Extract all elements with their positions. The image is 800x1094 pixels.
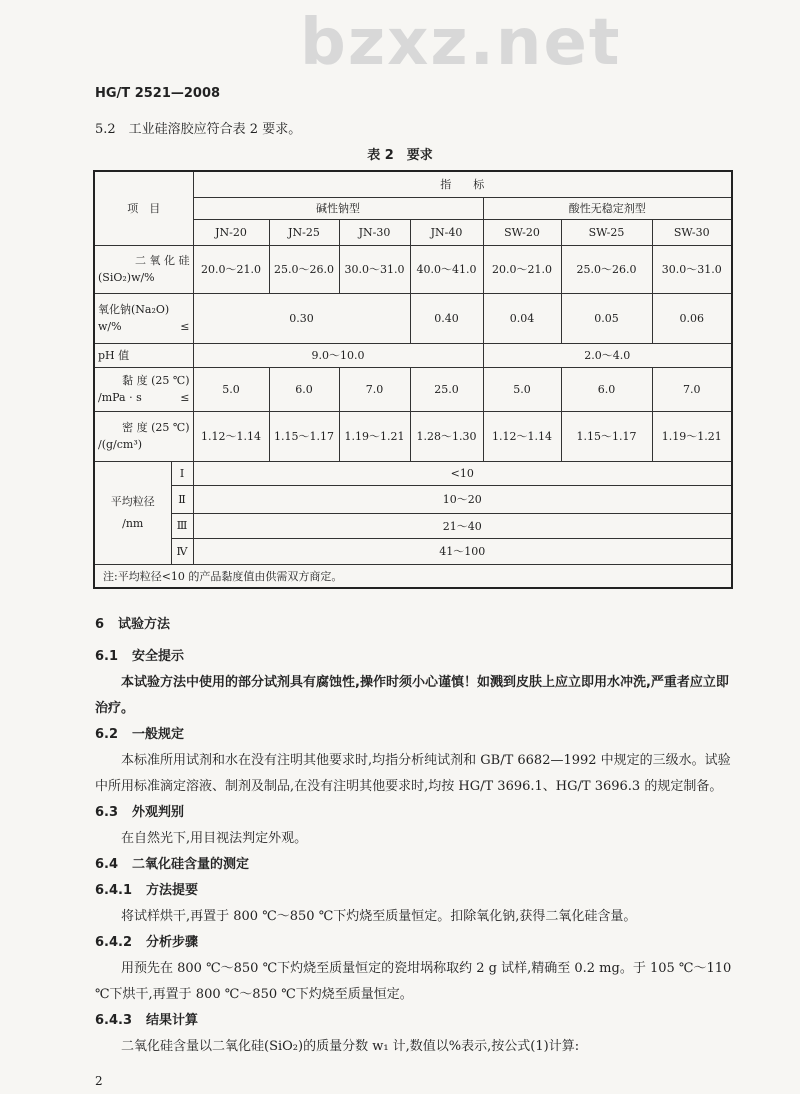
model-header: JN-30 bbox=[339, 219, 410, 245]
cell: 20.0～21.0 bbox=[193, 245, 269, 293]
table-row-density bbox=[94, 411, 732, 461]
cell: 9.0～10.0 bbox=[193, 343, 483, 367]
standard-code: HG/T 2521—2008 bbox=[95, 86, 221, 101]
group-acidic: 酸性无稳定剂型 bbox=[483, 197, 732, 219]
table-row-particle bbox=[94, 513, 732, 538]
label-line: 密 度 (25 ℃) bbox=[122, 421, 190, 434]
section-6-4-2-text: 用预先在 800 ℃～850 ℃下灼烧至质量恒定的瓷坩埚称取约 2 g 试样,精确至 0.2 mg。于 105 ℃～110 ℃下烘干,再置于 800 ℃～850 ℃下灼烧至质量恒定。 bbox=[95, 961, 732, 1002]
section-6-3-text: 在自然光下,用目视法判定外观。 bbox=[121, 831, 308, 846]
section-number: 6 bbox=[95, 617, 105, 632]
clause-5-2: 5.2 工业硅溶胶应符合表 2 要求。 bbox=[95, 122, 302, 137]
section-6-1-text: 本试验方法中使用的部分试剂具有腐蚀性,操作时须小心谨慎！如溅到皮肤上应立即用水冲洗,严重者应立即治疗。 bbox=[95, 675, 729, 716]
cell: 1.12～1.14 bbox=[193, 411, 269, 461]
section-6-4-1-heading bbox=[95, 878, 735, 904]
section-6-2-text: 本标准所用试剂和水在没有注明其他要求时,均指分析纯试剂和 GB/T 6682—1992 中规定的三级水。试验中所用标准滴定溶液、制剂及制品,在没有注明其他要求时,均按 HG/T 3696.1、HG/T 3696.3 的规定制备。 bbox=[95, 753, 731, 794]
model-header: SW-25 bbox=[561, 219, 652, 245]
le-symbol: ≤ bbox=[180, 391, 190, 404]
section-title: 外观判别 bbox=[132, 805, 185, 820]
grade: Ⅱ bbox=[171, 485, 193, 513]
cell: 7.0 bbox=[339, 367, 410, 411]
row-label bbox=[94, 245, 193, 293]
section-6-4-3-text: 二氧化硅含量以二氧化硅(SiO₂)的质量分数 w₁ 计,数值以%表示,按公式(1)计算: bbox=[121, 1039, 580, 1054]
section-number: 6.4.1 bbox=[95, 883, 133, 898]
model-header: SW-20 bbox=[483, 219, 561, 245]
section-number: 6.4 bbox=[95, 857, 119, 872]
label-line: (SiO₂)w/% bbox=[98, 271, 155, 284]
model-header: JN-20 bbox=[193, 219, 269, 245]
row-label bbox=[94, 411, 193, 461]
model-header: SW-30 bbox=[652, 219, 732, 245]
section-6-4-3-heading bbox=[95, 1008, 735, 1034]
model-header: JN-40 bbox=[410, 219, 483, 245]
section-title: 方法提要 bbox=[146, 883, 199, 898]
section-number: 6.1 bbox=[95, 649, 119, 664]
cell: 1.15～1.17 bbox=[561, 411, 652, 461]
label-line: /(g/cm³) bbox=[98, 438, 143, 451]
section-title: 二氧化硅含量的测定 bbox=[132, 857, 250, 872]
section-6-3-heading bbox=[95, 800, 735, 826]
cell: 5.0 bbox=[483, 367, 561, 411]
row-label bbox=[94, 461, 171, 564]
section-number: 6.4.2 bbox=[95, 935, 133, 950]
cell: 25.0～26.0 bbox=[561, 245, 652, 293]
cell: 30.0～31.0 bbox=[652, 245, 732, 293]
row-label: pH 值 bbox=[94, 343, 193, 367]
section-6-2-heading bbox=[95, 722, 735, 748]
requirements-table bbox=[93, 170, 733, 589]
index-header: 指 标 bbox=[193, 171, 732, 197]
row-label bbox=[94, 367, 193, 411]
section-6-4-heading bbox=[95, 852, 735, 878]
label-line: 氧化钠(Na₂O) bbox=[98, 303, 170, 316]
cell: 10～20 bbox=[193, 485, 732, 513]
group-alkaline: 碱性钠型 bbox=[193, 197, 483, 219]
table-row-viscosity bbox=[94, 367, 732, 411]
cell: 0.05 bbox=[561, 293, 652, 343]
label-line: /mPa · s bbox=[98, 391, 142, 404]
cell: 25.0～26.0 bbox=[269, 245, 339, 293]
le-symbol: ≤ bbox=[180, 320, 190, 333]
table-row-particle bbox=[94, 538, 732, 564]
model-header: JN-25 bbox=[269, 219, 339, 245]
section-title: 一般规定 bbox=[132, 727, 185, 742]
section-6-4-2-heading bbox=[95, 930, 735, 956]
label-line: 二 氧 化 硅 bbox=[135, 254, 190, 267]
grade: Ⅰ bbox=[171, 461, 193, 485]
table-row-na2o bbox=[94, 293, 732, 343]
cell: 1.19～1.21 bbox=[339, 411, 410, 461]
label-line: /nm bbox=[122, 516, 144, 530]
table-row-particle bbox=[94, 461, 732, 485]
section-title: 安全提示 bbox=[132, 649, 185, 664]
cell: 25.0 bbox=[410, 367, 483, 411]
cell: 20.0～21.0 bbox=[483, 245, 561, 293]
label-line: w/% bbox=[98, 320, 122, 333]
section-6-4-1-text: 将试样烘干,再置于 800 ℃～850 ℃下灼烧至质量恒定。扣除氧化钠,获得二氧化硅含量。 bbox=[121, 909, 637, 924]
table-note: 注:平均粒径<10 的产品黏度值由供需双方商定。 bbox=[94, 564, 732, 588]
label-line: 黏 度 (25 ℃) bbox=[122, 374, 190, 387]
cell: 0.40 bbox=[410, 293, 483, 343]
cell: 1.12～1.14 bbox=[483, 411, 561, 461]
cell: 1.28～1.30 bbox=[410, 411, 483, 461]
table-row-sio2 bbox=[94, 245, 732, 293]
section-title: 分析步骤 bbox=[146, 935, 199, 950]
cell: <10 bbox=[193, 461, 732, 485]
section-number: 6.4.3 bbox=[95, 1013, 133, 1028]
table-title: 表 2 要求 bbox=[367, 148, 433, 163]
cell: 0.30 bbox=[193, 293, 410, 343]
table-row-particle bbox=[94, 485, 732, 513]
cell: 41～100 bbox=[193, 538, 732, 564]
cell: 30.0～31.0 bbox=[339, 245, 410, 293]
section-number: 6.3 bbox=[95, 805, 119, 820]
cell: 40.0～41.0 bbox=[410, 245, 483, 293]
cell: 7.0 bbox=[652, 367, 732, 411]
test-methods-body bbox=[95, 612, 735, 1060]
grade: Ⅳ bbox=[171, 538, 193, 564]
page-number: 2 bbox=[95, 1074, 103, 1088]
cell: 0.04 bbox=[483, 293, 561, 343]
section-6-1-heading bbox=[95, 644, 735, 670]
cell: 0.06 bbox=[652, 293, 732, 343]
cell: 21～40 bbox=[193, 513, 732, 538]
watermark: bzxz.net bbox=[300, 6, 622, 80]
section-title: 结果计算 bbox=[146, 1013, 199, 1028]
item-header: 项 目 bbox=[94, 171, 193, 245]
cell: 1.19～1.21 bbox=[652, 411, 732, 461]
section-number: 6.2 bbox=[95, 727, 119, 742]
label-line: 平均粒径 bbox=[110, 494, 155, 508]
row-label bbox=[94, 293, 193, 343]
cell: 6.0 bbox=[269, 367, 339, 411]
cell: 2.0～4.0 bbox=[483, 343, 732, 367]
cell: 6.0 bbox=[561, 367, 652, 411]
grade: Ⅲ bbox=[171, 513, 193, 538]
table-row-ph bbox=[94, 343, 732, 367]
cell: 1.15～1.17 bbox=[269, 411, 339, 461]
section-title: 试验方法 bbox=[118, 617, 171, 632]
cell: 5.0 bbox=[193, 367, 269, 411]
section-6-heading bbox=[95, 612, 735, 638]
